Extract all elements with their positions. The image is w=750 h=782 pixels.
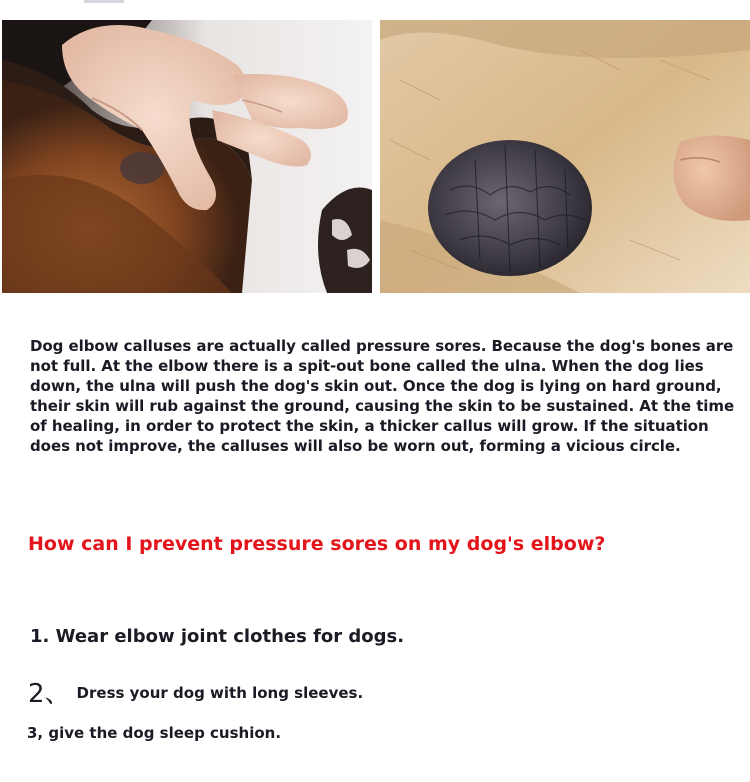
tip-2-text: Dress your dog with long sleeves. — [76, 683, 364, 702]
cropped-text-fragment — [60, 0, 150, 8]
tip-3: 3, give the dog sleep cushion. — [27, 724, 282, 742]
elbow-callus-closeup-photo — [380, 20, 750, 293]
prevention-question-heading: How can I prevent pressure sores on my dog's elbow? — [28, 533, 606, 555]
intro-paragraph: Dog elbow calluses are actually called pressure sores. Because the dog's bones are not full. At the elbow there is a spit-out bone called the ulna. When the dog lies down, the ulna will push the dog's skin out. Once the dog is lying on hard ground, their skin will rub against the ground, causing the skin to be sustained. At the time of healing, in order to protect the skin, a thicker callus will grow. If the situation does not improve, the calluses will also be worn out, forming a vicious circle. — [30, 337, 735, 455]
dog-elbow-hands-photo — [2, 20, 372, 293]
tip-2 — [28, 673, 363, 710]
photo-row — [2, 20, 750, 293]
tip-1: 1. Wear elbow joint clothes for dogs. — [30, 626, 405, 647]
tip-2-number: 2、 — [28, 679, 71, 709]
